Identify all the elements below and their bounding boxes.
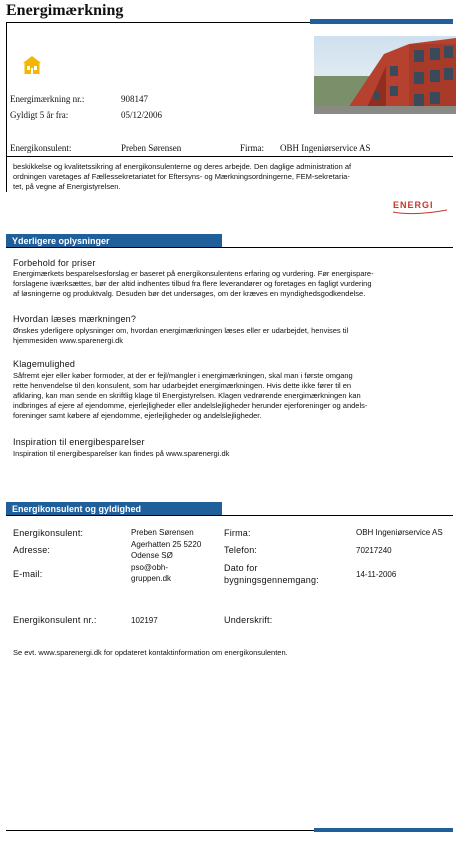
energi-logo-text: ENERGI: [393, 200, 434, 210]
top-accent-bar: [310, 19, 453, 24]
company-value: OBH Ingeniørservice AS: [280, 143, 371, 153]
text-line: beskikkelse og kvalitetssikring af energikonsulenterne og deres arbejde. Den daglige administration af: [13, 162, 352, 171]
text-line: Inspiration til energibesparelser kan findes på www.sparenergi.dk: [13, 449, 230, 458]
text-line: af løsningerne og produktvalg. Desuden bør det undersøges, om der kræves en myndighedsgodkendelse.: [13, 289, 366, 298]
price-disclaimer-heading: Forbehold for priser: [13, 258, 96, 268]
valid-from-label: Gyldigt 5 år fra:: [10, 110, 69, 120]
inspiration-heading: Inspiration til energibesparelser: [13, 437, 145, 447]
date-label-line: bygningsgennemgang:: [224, 575, 319, 585]
validity-underline: [6, 515, 453, 516]
validity-company-value: OBH Ingeniørservice AS: [356, 528, 443, 537]
email-line: pso@obh-: [131, 563, 169, 572]
how-to-read-text: [13, 326, 453, 346]
address-line: Agerhatten 25 5220: [131, 540, 202, 549]
phone-value: 70217240: [356, 546, 392, 555]
text-line: forslagene iværksættes, bør der altid indhentes tilbud fra flere leverandører og foretages en fagligt vurdering: [13, 279, 372, 288]
house-icon: [22, 55, 42, 75]
validity-header: Energikonsulent og gyldighed: [6, 502, 222, 516]
energy-label-number-value: 908147: [121, 94, 148, 104]
administration-text: [13, 162, 453, 192]
footer-note: Se evt. www.sparenergi.dk for opdateret kontaktinformation om energikonsulenten.: [13, 648, 288, 657]
valid-from-value: 05/12/2006: [121, 110, 163, 120]
validity-consultant-value: Preben Sørensen: [131, 528, 194, 537]
validity-company-label: Firma:: [224, 528, 251, 538]
text-line: ordningen varetages af Fællessekretariatet for Eftersyns- og Mærkningsordningerne, FEM-sekretaria-: [13, 172, 350, 181]
text-line: Ønskes yderligere oplysninger om, hvordan energimærkningen læses eller er udarbejdet, henvises til: [13, 326, 349, 335]
text-line: rette henvendelse til den konsulent, som har udarbejdet energimærkningen. Hvis dette ikke fører til en: [13, 381, 352, 390]
validity-consultant-label: Energikonsulent:: [13, 528, 84, 538]
consultant-number-value: 102197: [131, 616, 158, 625]
left-border-line: [6, 22, 7, 192]
phone-label: Telefon:: [224, 545, 258, 555]
more-info-underline: [6, 247, 453, 248]
consultant-label: Energikonsulent:: [10, 143, 72, 153]
complaint-heading: Klagemulighed: [13, 359, 76, 369]
text-line: Energimærkets besparelsesforslag er baseret på energikonsulentens erfaring og vurdering. Før energispare-: [13, 269, 374, 278]
email-value: [131, 563, 171, 584]
text-line: Såfremt ejer eller køber formoder, at der er fejl/mangler i energimærkningen, skal man i første omgang: [13, 371, 353, 380]
how-to-read-heading: Hvordan læses mærkningen?: [13, 314, 137, 324]
consultant-value: Preben Sørensen: [121, 143, 182, 153]
address-value: [131, 540, 201, 561]
inspiration-text: [13, 449, 453, 459]
signature-label: Underskrift:: [224, 615, 273, 625]
consultant-number-label: Energikonsulent nr.:: [13, 615, 97, 625]
email-label: E-mail:: [13, 569, 43, 579]
top-info-divider: [6, 156, 453, 157]
complaint-text: [13, 371, 453, 421]
text-line: indbringes af ejere af ejendomme, ejerlejligheder eller andelslejligheder herunder ejerforeninger og andels-: [13, 401, 368, 410]
text-line: afklaring, kan man sende en skriftlig klage til Energistyrelsen. Klagen vedrørende energimærkningen kan: [13, 391, 361, 400]
text-line: hjemmesiden www.sparenergi.dk: [13, 336, 124, 345]
inspection-date-value: 14-11-2006: [356, 570, 397, 579]
date-label-line: Dato for: [224, 563, 258, 573]
more-info-header: Yderligere oplysninger: [6, 234, 222, 248]
energy-label-number-label: Energimærkning nr.:: [10, 94, 85, 104]
company-label: Firma:: [240, 143, 264, 153]
energi-logo: [385, 198, 455, 218]
text-line: tet, på vegne af Energistyrelsen.: [13, 182, 121, 191]
page-title: Energimærkning: [6, 2, 124, 19]
email-line: gruppen.dk: [131, 573, 172, 583]
inspection-date-label: [224, 562, 319, 586]
price-disclaimer-text: [13, 269, 453, 299]
address-label: Adresse:: [13, 545, 51, 555]
text-line: foreninger samt købere af ejendomme, ejerlejligheder og andelslejligheder.: [13, 411, 262, 420]
building-photo: [314, 36, 456, 114]
address-line: Odense SØ: [131, 550, 173, 560]
bottom-accent-bar: [314, 828, 453, 832]
